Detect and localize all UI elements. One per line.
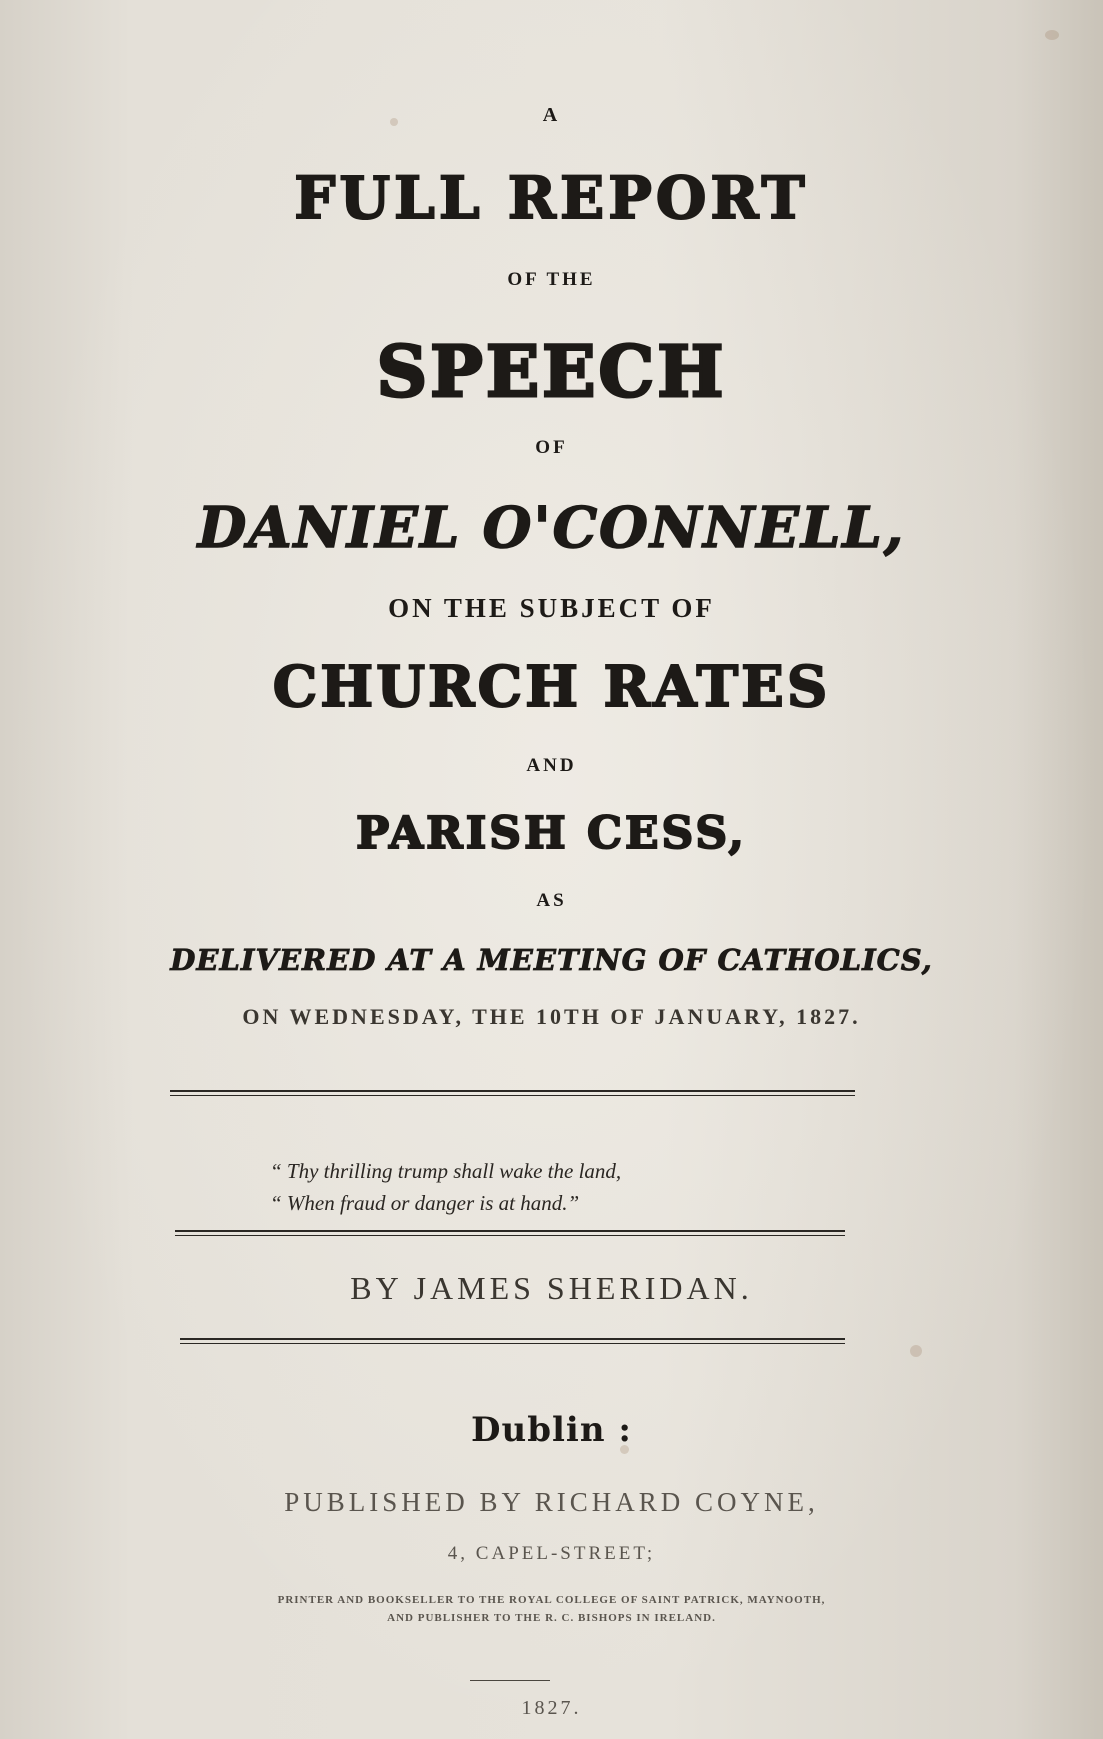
epigraph-line-1: “ Thy thrilling trump shall wake the land, [270, 1159, 622, 1183]
short-rule [470, 1680, 550, 1681]
foxing-spot [910, 1345, 922, 1357]
of: OF [535, 437, 568, 458]
title-church-rates: CHURCH RATES [272, 654, 831, 720]
author-line: BY JAMES SHERIDAN. [350, 1270, 753, 1306]
delivered-line: DELIVERED AT A MEETING OF CATHOLICS, [170, 943, 933, 977]
date-line: ON WEDNESDAY, THE 10TH OF JANUARY, 1827. [242, 1004, 861, 1029]
double-rule [170, 1090, 855, 1096]
address-line: 4, CAPEL-STREET; [447, 1543, 656, 1564]
and: AND [526, 755, 577, 776]
title-speech: SPEECH [376, 330, 727, 413]
double-rule [180, 1338, 845, 1344]
of-the: OF THE [507, 269, 596, 290]
publisher-line: PUBLISHED BY RICHARD COYNE, [284, 1487, 819, 1517]
title-parish-cess: PARISH CESS, [356, 808, 747, 859]
foxing-spot [1045, 30, 1059, 40]
speaker-name: DANIEL O'CONNELL, [197, 495, 906, 561]
on-the-subject-of: ON THE SUBJECT OF [388, 593, 715, 623]
double-rule [175, 1230, 845, 1236]
title-full-report: FULL REPORT [294, 164, 809, 232]
year-line: 1827. [521, 1697, 582, 1719]
epigraph-line-2: “ When fraud or danger is at hand.” [270, 1191, 580, 1215]
city-dublin: Dublin : [471, 1410, 632, 1450]
printer-line-1: PRINTER AND BOOKSELLER TO THE ROYAL COLLEGE OF SAINT PATRICK, MAYNOOTH, [277, 1594, 826, 1606]
printer-line-2: AND PUBLISHER TO THE R. C. BISHOPS IN IRELAND. [387, 1612, 716, 1624]
as: AS [536, 890, 567, 911]
article-a: A [542, 104, 561, 126]
